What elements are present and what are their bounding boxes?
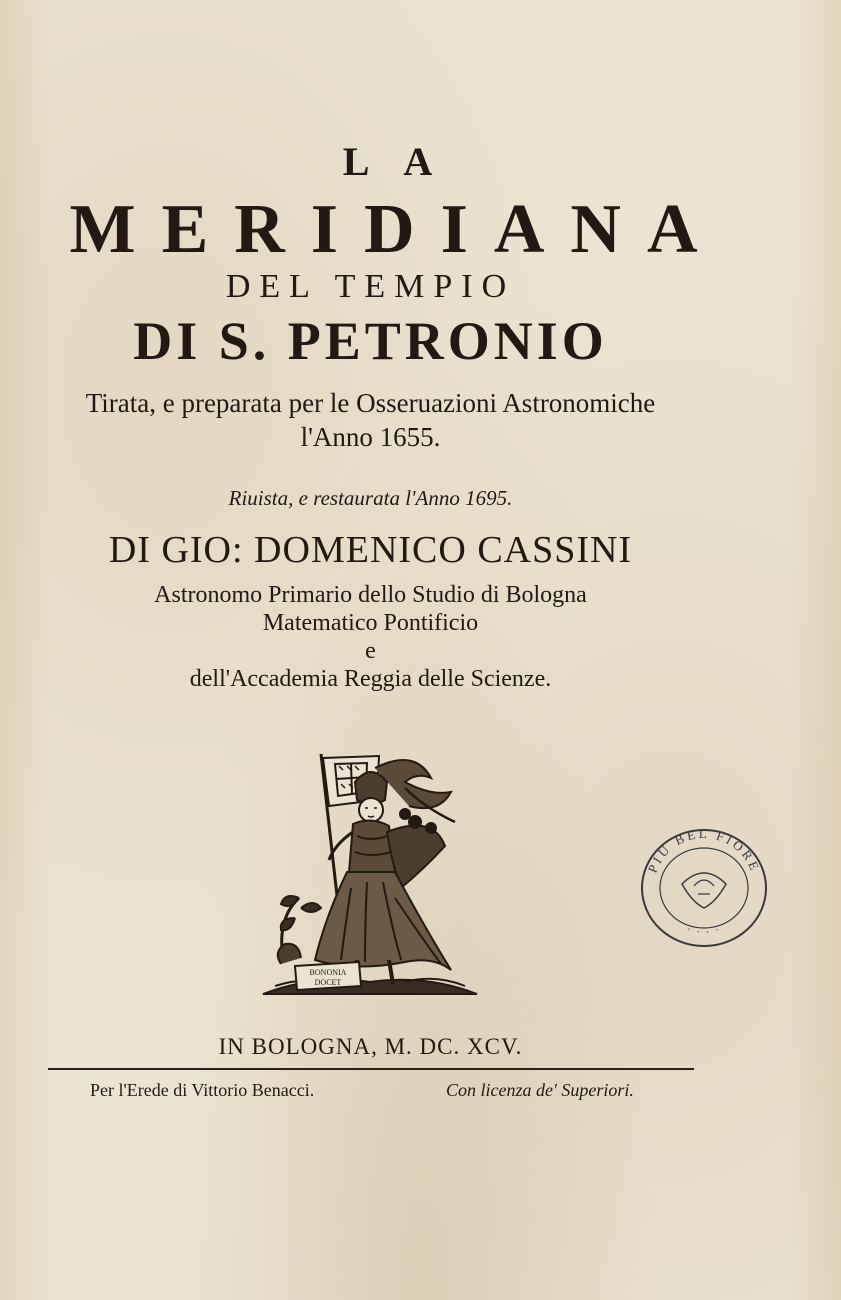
description-line1: Tirata, e preparata per le Osseruazioni Astronomiche xyxy=(85,388,656,418)
author-role-astronomer: Astronomo Primario dello Studio di Bologna xyxy=(154,582,587,608)
title-subtitle: DEL TEMPIO xyxy=(225,268,516,305)
imprint-rule xyxy=(48,1068,694,1070)
imprint-printer: Per l'Erede di Vittorio Benacci. xyxy=(90,1080,315,1100)
imprint-place-date: IN BOLOGNA, M. DC. XCV. xyxy=(218,1034,523,1059)
title-church: DI S. PETRONIO xyxy=(133,311,608,371)
author-conjunction: e xyxy=(365,638,376,664)
title-main: MERIDIANA xyxy=(69,191,724,268)
emblem-motto-line2: DOCET xyxy=(314,978,342,987)
emblem-motto-line1: BONONIA xyxy=(309,968,347,977)
library-stamp-icon xyxy=(636,824,772,952)
svg-text:· · · ·: · · · · xyxy=(684,923,724,939)
svg-text:PIU BEL FIORE: PIU BEL FIORE xyxy=(644,826,764,875)
author-role-academy: dell'Accademia Reggia delle Scienze. xyxy=(189,666,552,692)
imprint-license: Con licenza de' Superiori. xyxy=(446,1080,634,1100)
printers-device-woodcut-icon xyxy=(255,748,485,1000)
author-role-mathematician: Matematico Pontificio xyxy=(262,610,479,636)
title-article: LA xyxy=(342,139,467,184)
author-name: DI GIO: DOMENICO CASSINI xyxy=(108,529,633,571)
description-line2: l'Anno 1655. xyxy=(300,422,441,452)
revision-note: Riuista, e restaurata l'Anno 1695. xyxy=(228,486,513,510)
